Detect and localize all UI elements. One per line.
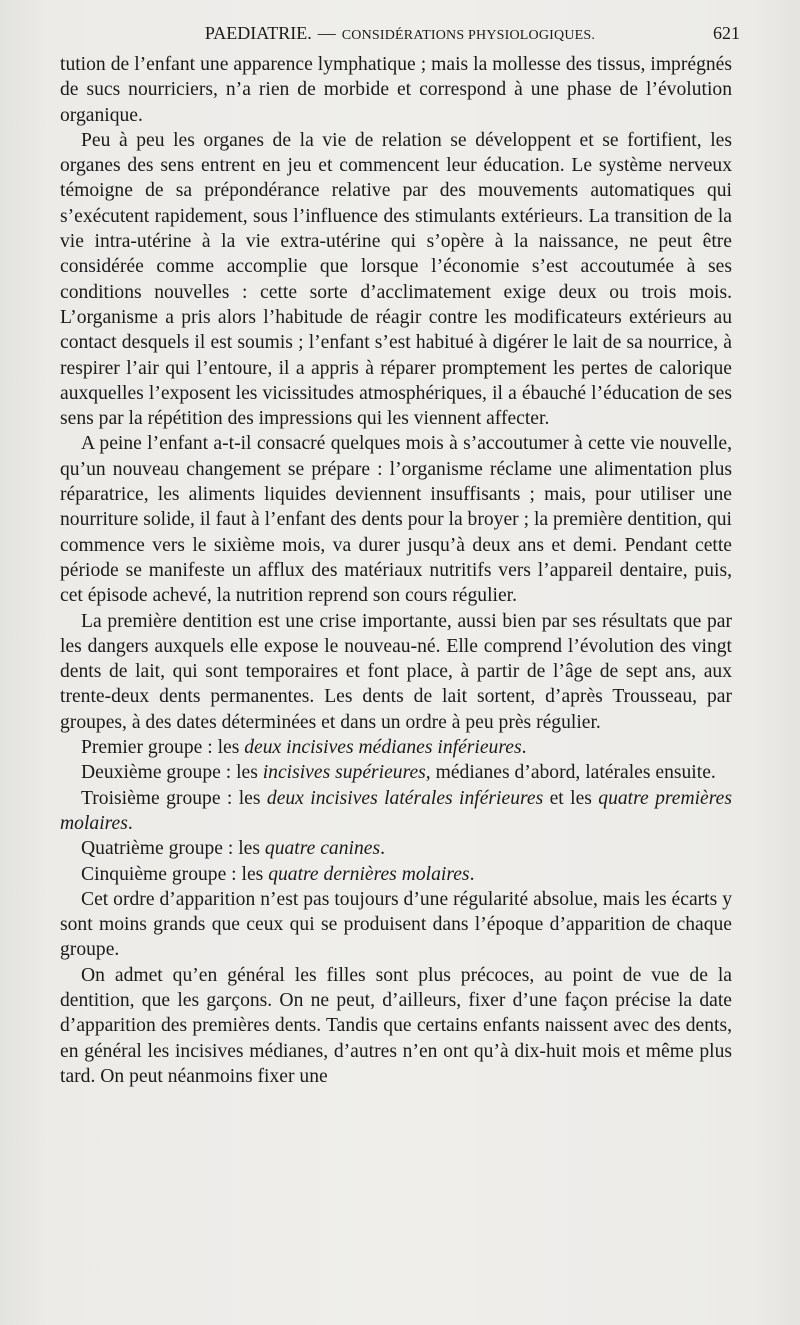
group-suffix: .	[469, 863, 475, 885]
paragraph	[60, 128, 732, 432]
dentition-group-2	[60, 760, 732, 785]
dentition-group-3	[60, 786, 732, 837]
group-teeth: deux incisives médianes inférieures	[244, 737, 522, 759]
group-teeth-secondary: quatre premières molaires	[60, 787, 732, 834]
group-teeth: quatre dernières molaires	[268, 863, 470, 885]
dentition-group-5	[60, 862, 732, 887]
group-label: Deuxième groupe : les	[81, 762, 263, 784]
group-teeth: incisives supérieures,	[262, 762, 431, 784]
paragraph	[60, 609, 732, 735]
paragraph-text: tution de l’enfant une apparence lymphatique ; mais la mollesse des tissus, imprégnés de sucs nourriciers, n’a rien de morbide et correspond à une phase de l’évolution organique.	[60, 54, 732, 126]
paragraph-text: A peine l’enfant a-t-il consacré quelques mois à s’accoutumer à cette vie nouvelle, qu’un nouveau changement se prépare : l’organisme réclame une alimentation plus réparatrice, les aliments liquides deviennent insuffisants ; mais, pour utiliser une nourriture solide, il faut à l’enfant des dents pour la broyer ; la première dentition, qui commence vers le sixième mois, va durer jusqu’à deux ans et demi. Pendant cette période se manifeste un afflux des matériaux nutritifs vers l’appareil dentaire, puis, cet épisode achevé, la nutrition reprend son cours régulier.	[60, 433, 732, 607]
group-label: Troisième groupe : les	[81, 787, 267, 809]
group-connector: et les	[543, 787, 599, 809]
paragraph-continued	[60, 52, 732, 128]
running-head	[60, 21, 740, 45]
group-teeth: quatre canines	[264, 838, 381, 860]
paragraph	[60, 887, 732, 963]
paragraph	[60, 431, 732, 608]
page-number: 621	[713, 23, 740, 43]
chapter-title: CONSIDÉRATIONS PHYSIOLOGIQUES.	[341, 28, 596, 43]
group-label: Premier groupe : les	[81, 737, 245, 759]
paragraph-text: La première dentition est une crise importante, aussi bien par ses résultats que par les dangers auxquels elle expose le nouveau-né. Elle comprend l’évolution des vingt dents de lait, qui sont temporaires et font place, à partir de l’âge de sept ans, aux trente-deux dents permanentes. Les dents de lait sortent, d’après Trousseau, par groupes, à des dates déterminées et dans un ordre à peu près régulier.	[60, 610, 732, 733]
title-dash: —	[317, 23, 336, 43]
group-suffix: médianes d’abord, latérales ensuite.	[430, 762, 716, 784]
group-teeth: deux incisives latérales inférieures	[266, 787, 544, 809]
body-text	[60, 52, 732, 1089]
paragraph-text: On admet qu’en général les filles sont plus précoces, au point de vue de la dentition, que les garçons. On ne peut, d’ailleurs, fixer d’une façon précise la date d’apparition des premières dents. Tandis que certains enfants naissent avec des dents, en général les incisives médianes, d’autres n’en ont qu’à dix-huit mois et même plus tard. On peut néanmoins fixer une	[60, 964, 732, 1087]
group-label: Quatrième groupe : les	[81, 838, 265, 860]
dentition-group-4	[60, 836, 732, 861]
paragraph	[60, 963, 732, 1089]
group-label: Cinquième groupe : les	[81, 863, 269, 885]
running-head-title	[60, 21, 740, 48]
group-suffix: .	[127, 812, 133, 834]
book-title: PAEDIATRIE.	[204, 23, 312, 43]
paragraph-text: Cet ordre d’apparition n’est pas toujours d’une régularité absolue, mais les écarts y sont moins grands que ceux qui se produisent dans l’époque d’apparition de chaque groupe.	[60, 888, 732, 961]
group-suffix: .	[380, 838, 385, 860]
group-suffix: .	[521, 737, 527, 759]
dentition-group-1	[60, 735, 732, 760]
paragraph-text: Peu à peu les organes de la vie de relation se développent et se fortifient, les organes des sens entrent en jeu et commencent leur éducation. Le système nerveux témoigne de sa prépondérance relative par des mouvements automatiques qui s’exécutent rapidement, sous l’influence des stimulants extérieurs. La transition de la vie intra-utérine à la vie extra-utérine qui s’opère à la naissance, ne peut être considérée comme accomplie que lorsque l’économie s’est accoutumée à ses conditions nouvelles : cette sorte d’acclimatement exige deux ou trois mois. L’organisme a pris alors l’habitude de réagir contre les modificateurs extérieurs au contact desquels il est soumis ; l’enfant s’est habitué à digérer le lait de sa nourrice, à respirer l’air qui l’entoure, il a appris à réparer promptement les pertes de calorique auxquelles l’exposent les vicissitudes atmosphériques, il a ébauché l’éducation de ses sens par la répétition des impressions qui les viennent affecter.	[60, 129, 732, 430]
